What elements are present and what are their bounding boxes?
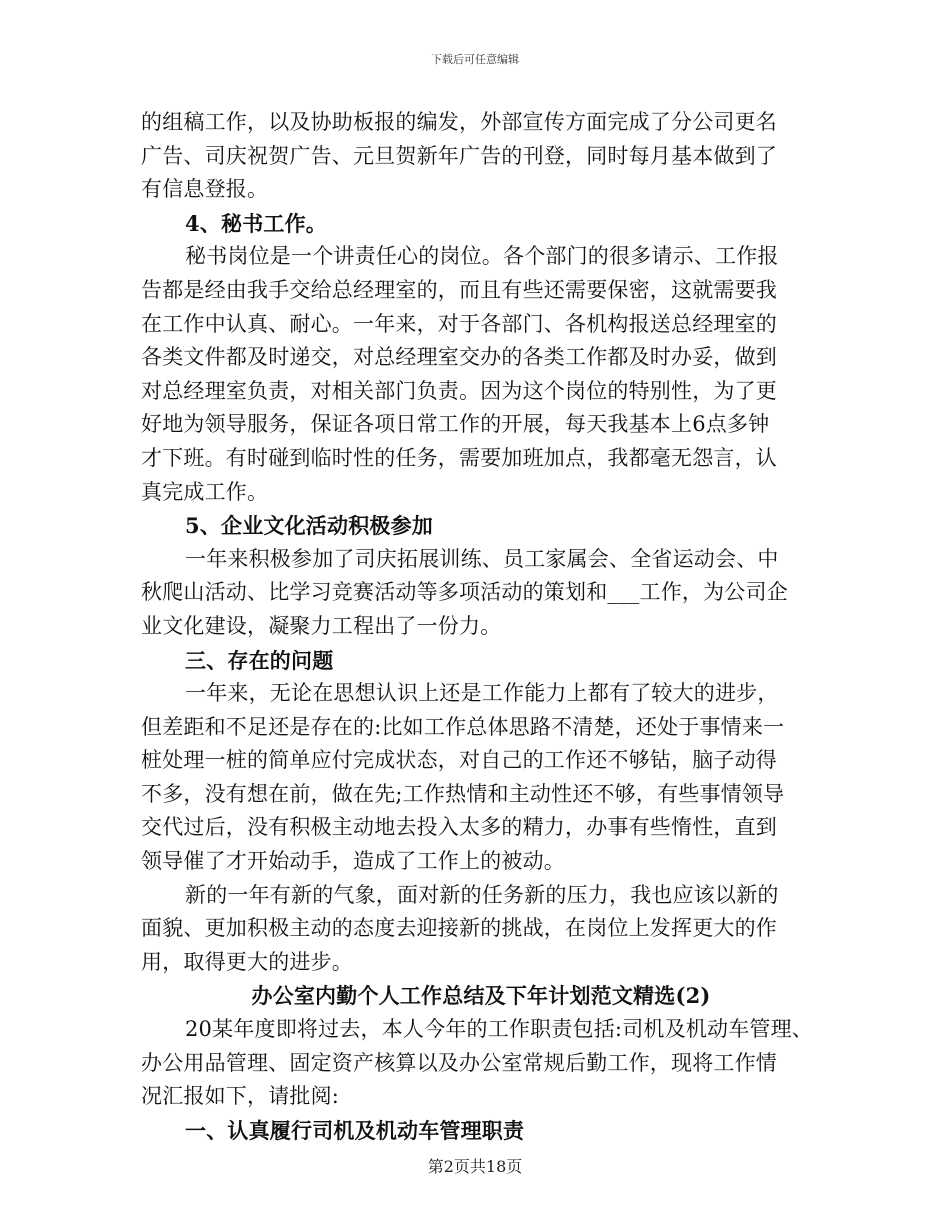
body-line: 领导催了才开始动手，造成了工作上的被动。 [141, 849, 565, 874]
body-line: 真完成工作。 [141, 479, 269, 504]
body-line: 交代过后，没有积极主动地去投入太多的精力，办事有些惰性，直到 [141, 815, 777, 840]
page-footer: 第2页共18页 [427, 1157, 523, 1176]
paragraph-first-line: 20某年度即将过去，本人今年的工作职责包括:司机及机动车管理、 [185, 1017, 813, 1042]
section-heading: 一、认真履行司机及机动车管理职责 [185, 1117, 525, 1143]
body-line: 在工作中认真、耐心。一年来，对于各部门、各机构报送总经理室的 [141, 311, 777, 336]
document-body [141, 106, 821, 1147]
body-line: 业文化建设，凝聚力工程出了一份力。 [141, 613, 502, 638]
paragraph-first-line: 一年来，无论在思想认识上还是工作能力上都有了较大的进步， [185, 681, 779, 706]
body-line: 桩处理一桩的简单应付完成状态，对自己的工作还不够钻，脑子动得 [141, 748, 777, 773]
paragraph-first-line: 秘书岗位是一个讲责任心的岗位。各个部门的很多请示、工作报 [185, 244, 779, 269]
body-line: 不多，没有想在前，做在先;工作热情和主动性还不够，有些事情领导 [141, 781, 785, 806]
body-line: 但差距和不足还是存在的:比如工作总体思路不清楚，还处于事情来一 [141, 714, 785, 739]
paragraph-first-line: 一年来积极参加了司庆拓展训练、员工家属会、全省运动会、中 [185, 546, 779, 571]
body-line: 才下班。有时碰到临时性的任务，需要加班加点，我都毫无怨言，认 [141, 445, 777, 470]
body-line: 况汇报如下，请批阅: [141, 1084, 340, 1109]
body-line: 有信息登报。 [141, 177, 269, 202]
body-line: 对总经理室负责，对相关部门负责。因为这个岗位的特别性，为了更 [141, 378, 777, 403]
body-line: 好地为领导服务，保证各项日常工作的开展，每天我基本上6点多钟 [141, 412, 770, 437]
body-line: 各类文件都及时递交，对总经理室交办的各类工作都及时办妥，做到 [141, 345, 777, 370]
body-line: 面貌、更加积极主动的态度去迎接新的挑战，在岗位上发挥更大的作 [141, 916, 777, 941]
section-heading: 三、存在的问题 [185, 647, 334, 673]
body-line: 办公用品管理、固定资产核算以及办公室常规后勤工作，现将工作情 [141, 1050, 777, 1075]
body-line: 用，取得更大的进步。 [141, 949, 353, 974]
body-line: 秋爬山活动、比学习竞赛活动等多项活动的策划和___工作，为公司企 [141, 580, 788, 605]
page-header: 下载后可任意编辑 [431, 53, 519, 66]
section-heading: 5、企业文化活动积极参加 [185, 513, 434, 539]
body-line: 广告、司庆祝贺广告、元旦贺新年广告的刊登，同时每月基本做到了 [141, 143, 777, 168]
document-title: 办公室内勤个人工作总结及下年计划范文精选(2) [251, 983, 711, 1009]
body-line: 告都是经由我手交给总经理室的，而且有些还需要保密，这就需要我 [141, 277, 777, 302]
body-line: 的组稿工作，以及协助板报的编发，外部宣传方面完成了分公司更名 [141, 110, 777, 134]
paragraph-first-line: 新的一年有新的气象，面对新的任务新的压力，我也应该以新的 [185, 882, 779, 907]
section-heading: 4、秘书工作。 [185, 210, 328, 236]
